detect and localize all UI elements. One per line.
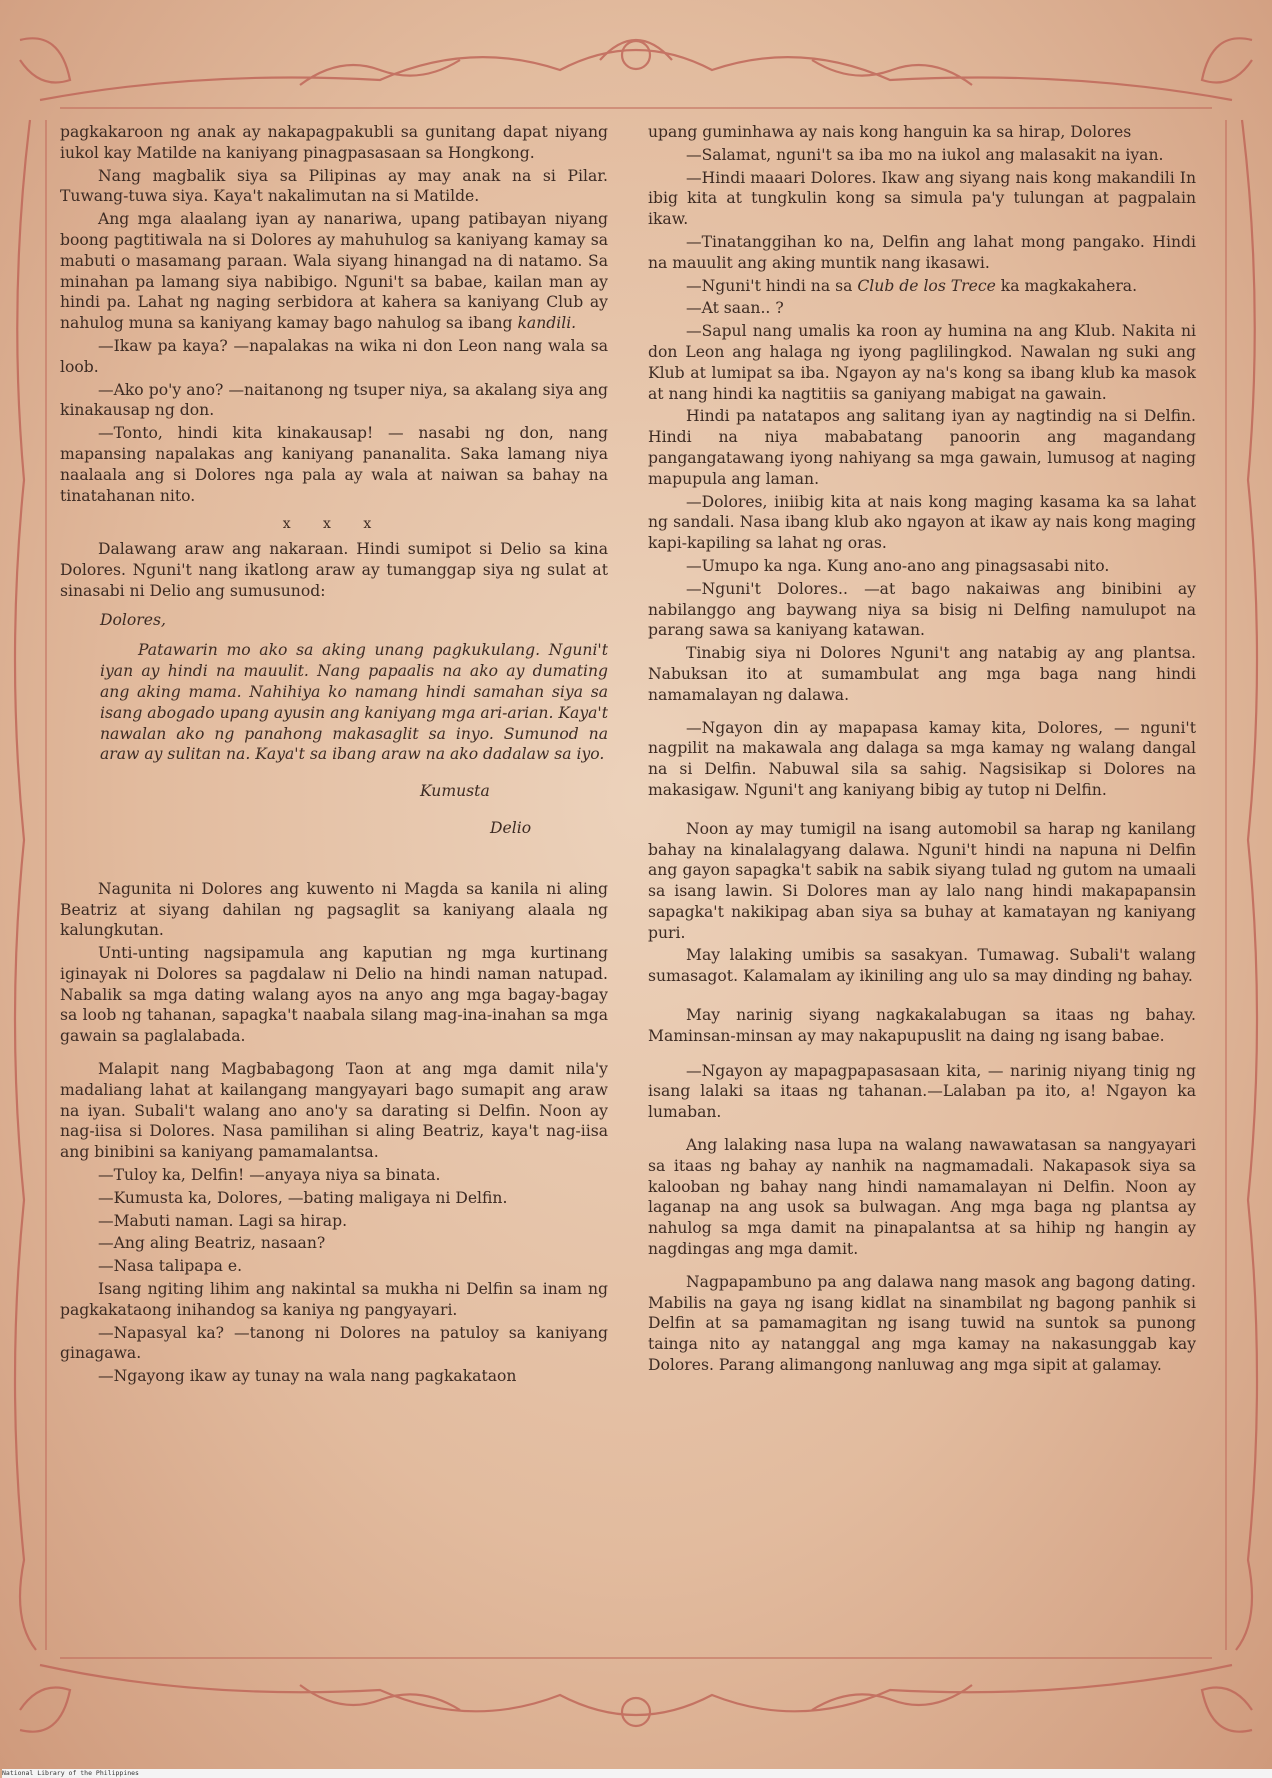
letter-signature: Delio bbox=[490, 818, 532, 837]
paragraph bbox=[60, 209, 608, 334]
paragraph: May narinig siyang nagkakalabugan sa itaas ng bahay. Maminsan-minsan ay may nakapupuslit na daing ng isang babae. bbox=[648, 1006, 1196, 1045]
paragraph: Tinabig siya ni Dolores Nguni't ang natabig ay ang plantsa. Nabuksan ito at sumambulat ang mga baga nang hindi namamalayan ng dalawa. bbox=[648, 644, 1196, 704]
paragraph: Dalawang araw ang nakaraan. Hindi sumipot si Delio sa kina Dolores. Nguni't nang ikatlong araw ay tumanggap siya ng sulat at sinasabi ni Delio ang sumusunod: bbox=[60, 540, 608, 600]
paragraph: pagkakaroon ng anak ay nakapagpakubli sa gunitang dapat niyang iukol kay Matilde na kaniyang pinagpasasaan sa Hongkong. bbox=[60, 123, 608, 162]
left-column bbox=[60, 122, 608, 1389]
paragraph: —Kumusta ka, Dolores, —bating maligaya ni Delfin. bbox=[98, 1188, 508, 1207]
paragraph: Unti-unting nagsipamula ang kaputian ng mga kurtinang iginayak ni Dolores sa pagdalaw ni Delio na hindi naman natupad. Nabalik sa mga dating walang ayos na anyo ang mga bagay-bagay sa loob ng tahanan, sapagka't naabala silang mag-ina-inahan sa mga gawain sa paglalabada. bbox=[60, 944, 608, 1046]
paragraph: Nagunita ni Dolores ang kuwento ni Magda sa kanila ni aling Beatriz at siyang dahilan ng pagsaglit sa kaniyang alaala ng kalungkutan. bbox=[60, 879, 608, 940]
paragraph: —Ang aling Beatriz, nasaan? bbox=[98, 1234, 326, 1253]
italic-word: kandili. bbox=[517, 314, 577, 333]
paragraph: —At saan.. ? bbox=[686, 299, 784, 318]
paragraph-text: ka magkakahera. bbox=[1000, 276, 1138, 295]
paragraph-text: —Nguni't hindi na sa bbox=[686, 276, 853, 295]
paragraph bbox=[648, 276, 1196, 297]
paragraph: —Tonto, hindi kita kinakausap! — nasabi ng don, nang mapansing napalakas ang kaniyang pananalita. Saka lamang niya naalaala ang si Dolores nga pala ay wala at naiwan sa bahay na tinatahanan nito. bbox=[60, 424, 608, 505]
paragraph: upang guminhawa ay nais kong hanguin ka sa hirap, Dolores bbox=[648, 123, 1132, 141]
paragraph: —Tuloy ka, Delfin! —anyaya niya sa binata. bbox=[98, 1166, 441, 1185]
paragraph: —Ngayong ikaw ay tunay na wala nang pagkakataon bbox=[98, 1367, 517, 1386]
letter-closing: Kumusta bbox=[420, 782, 490, 801]
paragraph: Noon ay may tumigil na isang automobil sa harap ng kanilang bahay na kinalalagyang dalawa. Nguni't hindi na napuna ni Delfin ang gayon sapagka't sabik na sabik siyang tulad ng gutom na umaali sa isang lawin. Si Dolores man ay lalo nang hindi makapapansin sapagka't nakikipag aban siya sa buhay at kamatayan ng kaniyang puri. bbox=[648, 819, 1196, 942]
paragraph: —Napasyal ka? —tanong ni Dolores na patuloy sa kaniyang ginagawa. bbox=[60, 1323, 608, 1363]
paragraph: Isang ngiting lihim ang nakintal sa mukha ni Delfin sa inam ng pagkakataong inihandog sa kaniya ng pangyayari. bbox=[60, 1280, 608, 1319]
paragraph: —Nasa talipapa e. bbox=[98, 1257, 243, 1276]
paragraph: —Tinatanggihan ko na, Delfin ang lahat mong pangako. Hindi na mauulit ang aking muntik nang ikasawi. bbox=[648, 232, 1196, 272]
paragraph-text: Ang mga alaalang iyan ay nanariwa, upang patibayan niyang boong pagtitiwala na si Dolores ay mahuhulog sa kaniyang kamay sa mabuti o masamang paraan. Wala siyang hinangad na di natamo. Sa minahan pa lamang siya nabibigo. Nguni't sa babae, kailan man ay hindi pa. Lahat ng naging serbidora at kahera sa kaniyang Club ay nahulog muna sa kaniyang kamay bago nahulog sa ibang bbox=[60, 210, 608, 333]
paragraph: Nang magbalik siya sa Pilipinas ay may anak na si Pilar. Tuwang-tuwa siya. Kaya't nakalimutan na si Matilde. bbox=[60, 166, 608, 206]
paragraph: —Nguni't Dolores.. —at bago nakaiwas ang binibini ay nabilanggo ang baywang niya sa bisig ni Delfing namulupot na parang sawa sa kaniyang katawan. bbox=[648, 579, 1196, 640]
letter-body: Patawarin mo ako sa aking unang pagkukulang. Nguni't iyan ay hindi na mauulit. Nang papaalis na ako ay dumating ang aking mama. Nahihiya ko namang hindi samahan siya sa isang abogado upang ayusin ang kaniyang mga ari-arian. Kaya't nawalan ako ng panahong makasaglit sa inyo. Sumunod na araw ay sulitan na. Kaya't sa ibang araw na ako dadalaw sa iyo. bbox=[100, 641, 608, 764]
paragraph: —Ngayon din ay mapapasa kamay kita, Dolores, — nguni't nagpilit na makawala ang dalaga sa mga kamay ng walang dangal na si Delfin. Nabuwal sila sa sahig. Nagsisikap si Dolores na makasigaw. Nguni't ang kaniyang bibig ay tutop ni Delfin. bbox=[648, 718, 1196, 799]
paragraph: —Ikaw pa kaya? —napalakas na wika ni don Leon nang wala sa loob. bbox=[60, 336, 608, 376]
paragraph: Ang lalaking nasa lupa na walang nawawatasan sa nangyayari sa itaas ng bahay ay nanhik na nagmamadali. Nakapasok siya sa kalooban ng bahay nang hindi namamalayan ni Delfin. Noon ay laganap na ang usok sa bulwagan. Ang mga baga ng plantsa ay nahulog sa mga damit na pinapalantsa at sa hihip ng hangin ay nagdingas ang mga damit. bbox=[648, 1136, 1196, 1259]
paragraph: —Ako po'y ano? —naitanong ng tsuper niya, sa akalang siya ang kinakausap ng don. bbox=[60, 380, 608, 420]
paragraph: Nagpapambuno pa ang dalawa nang masok ang bagong dating. Mabilis na gaya ng isang kidlat na sinambilat ng bagong panhik si Delfin at sa pamamagitan ng isang tuwid na suntok sa punong tainga nito ay natanggal ang mga kamay na nakasunggab kay Dolores. Parang alimangong nanluwag ang mga sipit at galamay. bbox=[648, 1272, 1196, 1375]
paragraph: Hindi pa natatapos ang salitang iyan ay nagtindig na si Delfin. Hindi na niya mababatang panoorin ang magandang pangangatawang iyong nahiyang sa mga gawain, lumusog at naging mapupula ang laman. bbox=[648, 407, 1196, 488]
paragraph: Malapit nang Magbabagong Taon at ang mga damit nila'y madaliang lahat at kailangang mangyayari bago sumapit ang araw na iyan. Subali't walang ano ano'y sa darating si Delfin. Noon ay nag-iisa si Dolores. Nasa pamilihan si aling Beatriz, kaya't nag-iisa ang binibini sa kaniyang pamamalantsa. bbox=[60, 1060, 608, 1162]
club-name: Club de los Trece bbox=[857, 276, 996, 295]
paragraph: —Mabuti naman. Lagi sa hirap. bbox=[98, 1211, 348, 1230]
letter bbox=[60, 610, 608, 839]
paragraph: —Hindi maaari Dolores. Ikaw ang siyang nais kong makandili In ibig kita at tungkulin kong sa simula pa'y tulungan at pagpalain ikaw. bbox=[648, 168, 1196, 229]
paragraph: —Umupo ka nga. Kung ano-ano ang pinagsasabi nito. bbox=[686, 556, 1110, 575]
paragraph: —Ngayon ay mapagpapasasaan kita, — narinig niyang tinig ng isang lalaki sa itaas ng tahanan.—Lalaban pa ito, a! Ngayon ka lumaban. bbox=[648, 1061, 1196, 1122]
library-credit: National Library of the Philippines bbox=[2, 1769, 1272, 1778]
section-separator: x x x bbox=[282, 516, 386, 533]
right-column bbox=[648, 122, 1196, 1378]
paragraph: —Sapul nang umalis ka roon ay humina na ang Klub. Nakita ni don Leon ang halaga ng iyong paglilingkod. Nawalan ng suki ang Klub at lumipat sa iba. Ngayon ay na's kong sa ibang klub ka masok at nang hindi ka nagtitiis sa ganiyang mabigat na gawain. bbox=[648, 322, 1196, 403]
letter-salutation: Dolores, bbox=[100, 610, 166, 629]
paragraph: —Salamat, nguni't sa iba mo na iukol ang malasakit na iyan. bbox=[686, 145, 1164, 164]
paragraph: —Dolores, iniibig kita at nais kong maging kasama ka sa lahat ng sandali. Nasa ibang klub ako ngayon at ikaw ay nais kong maging kapi-kapiling sa lahat ng oras. bbox=[648, 492, 1196, 553]
paragraph: May lalaking umibis sa sasakyan. Tumawag. Subali't walang sumasagot. Kalamalam ay ikiniling ang ulo sa may dinding ng bahay. bbox=[648, 946, 1196, 986]
